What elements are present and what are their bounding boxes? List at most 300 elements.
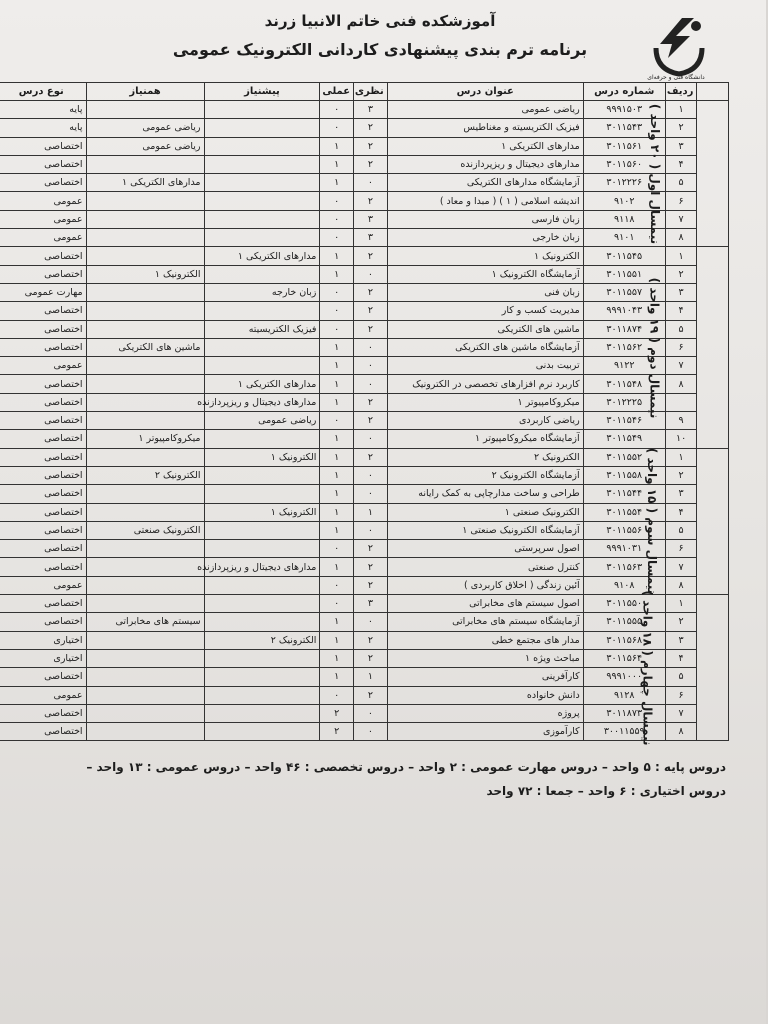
cell-title: الکترونیک ۲ [387, 448, 583, 466]
cell-code: ۳۰۱۱۵۶۳ [583, 558, 665, 576]
cell-type: اختصاصی [0, 521, 86, 539]
cell-th: ۰ [354, 521, 388, 539]
cell-co: الکترونیک ۲ [86, 466, 204, 484]
cell-th: ۰ [354, 466, 388, 484]
cell-title: زبان فنی [387, 283, 583, 301]
cell-pre [204, 613, 320, 631]
cell-title: آزمایشگاه الکترونیک ۱ [387, 265, 583, 283]
cell-code: ۳۰۱۱۵۵۶ [583, 521, 665, 539]
cell-pre [204, 302, 320, 320]
cell-pr: ۱ [320, 375, 354, 393]
program-title: برنامه ترم بندی پیشنهادی کاردانی الکترونیک عمومی [172, 40, 588, 59]
cell-pre [204, 521, 320, 539]
cell-title: ریاضی عمومی [387, 101, 583, 119]
cell-co: الکترونیک صنعتی [86, 521, 204, 539]
cell-type: عمومی [0, 192, 86, 210]
semester-label-cell [647, 101, 729, 247]
cell-title: اصول سیستم های مخابراتی [387, 595, 583, 613]
table-row [0, 338, 729, 356]
cell-code: ۳۰۱۱۵۶۱ [583, 137, 665, 155]
cell-type: اختصاصی [0, 155, 86, 173]
cell-pr: ۲ [320, 704, 354, 722]
semester-label: نیمسال اول ( ۲۰ واحد ) [647, 103, 662, 244]
cell-th: ۲ [354, 119, 388, 137]
cell-title: آزمایشگاه مدارهای الکتریکی [387, 174, 583, 192]
cell-code: ۹۱۱۸ [583, 210, 665, 228]
cell-title: پروژه [387, 704, 583, 722]
table-row [0, 558, 729, 576]
cell-co [86, 283, 204, 301]
cell-co [86, 631, 204, 649]
cell-pr: ۱ [320, 174, 354, 192]
cell-type: اختصاصی [0, 540, 86, 558]
cell-th: ۰ [354, 613, 388, 631]
cell-co [86, 485, 204, 503]
cell-type: عمومی [0, 576, 86, 594]
cell-co [86, 357, 204, 375]
table-row [0, 320, 729, 338]
cell-th: ۲ [354, 686, 388, 704]
table-row [0, 101, 729, 119]
cell-pre: فیزیک الکتریسیته [204, 320, 320, 338]
cell-pre [204, 704, 320, 722]
table-row [0, 283, 729, 301]
cell-pr: ۱ [320, 466, 354, 484]
cell-n: ۶ [665, 338, 697, 356]
cell-co [86, 448, 204, 466]
cell-th: ۲ [354, 302, 388, 320]
cell-pr: ۱ [320, 521, 354, 539]
table-row [0, 521, 729, 539]
cell-type: اختیاری [0, 631, 86, 649]
cell-pre: الکترونیک ۲ [204, 631, 320, 649]
cell-pre [204, 210, 320, 228]
cell-th: ۳ [354, 229, 388, 247]
cell-pre [204, 668, 320, 686]
cell-co [86, 412, 204, 430]
cell-th: ۳ [354, 101, 388, 119]
cell-pre [204, 595, 320, 613]
cell-type: اختصاصی [0, 174, 86, 192]
cell-title: اصول سرپرستی [387, 540, 583, 558]
cell-th: ۲ [354, 558, 388, 576]
cell-type: اختصاصی [0, 430, 86, 448]
footer-summary-line1: دروس پایه : ۵ واحد – دروس مهارت عمومی : ۲ واحد – دروس تخصصی : ۴۶ واحد – دروس عمومی : ۱۳ واحد – [86, 760, 726, 774]
cell-title: تربیت بدنی [387, 357, 583, 375]
cell-n: ۳ [665, 631, 697, 649]
cell-pre [204, 119, 320, 137]
cell-pr: ۱ [320, 338, 354, 356]
cell-code: ۹۹۹۱۰۰۰ [583, 668, 665, 686]
cell-title: مدارهای الکتریکی ۱ [387, 137, 583, 155]
table-row [0, 503, 729, 521]
cell-th: ۲ [354, 320, 388, 338]
cell-title: کارآفرینی [387, 668, 583, 686]
cell-code: ۳۰۱۲۲۲۵ [583, 393, 665, 411]
cell-type: اختصاصی [0, 613, 86, 631]
cell-type: مهارت عمومی [0, 283, 86, 301]
cell-code: ۳۰۱۱۵۵۷ [583, 283, 665, 301]
cell-title: آزمایشگاه میکروکامپیوتر ۱ [387, 430, 583, 448]
cell-pr: ۰ [320, 576, 354, 594]
cell-code: ۳۰۱۱۵۴۴ [583, 485, 665, 503]
cell-n: ۵ [665, 174, 697, 192]
cell-pre [204, 101, 320, 119]
cell-pr: ۰ [320, 540, 354, 558]
cell-pre [204, 357, 320, 375]
cell-title: زبان فارسی [387, 210, 583, 228]
cell-title: فیزیک الکتریسیته و مغناطیس [387, 119, 583, 137]
cell-pre [204, 485, 320, 503]
cell-n: ۸ [665, 576, 697, 594]
table-row [0, 174, 729, 192]
cell-title: مدیریت کسب و کار [387, 302, 583, 320]
cell-pre [204, 265, 320, 283]
cell-code: ۹۹۹۱۰۳۱ [583, 540, 665, 558]
cell-code: ۹۱۲۸ [583, 686, 665, 704]
table-row [0, 430, 729, 448]
cell-th: ۰ [354, 430, 388, 448]
cell-title: کاربرد نرم افزارهای تخصصی در الکترونیک [387, 375, 583, 393]
cell-pre [204, 649, 320, 667]
cell-n: ۱۰ [665, 430, 697, 448]
cell-pre [204, 155, 320, 173]
cell-co: سیستم های مخابراتی [86, 613, 204, 631]
cell-n: ۸ [665, 229, 697, 247]
cell-th: ۰ [354, 723, 388, 741]
cell-n: ۶ [665, 686, 697, 704]
cell-type: اختصاصی [0, 247, 86, 265]
cell-pr: ۱ [320, 631, 354, 649]
cell-n: ۱ [665, 247, 697, 265]
cell-pre: مدارهای دیجیتال و ریزپردازنده [204, 558, 320, 576]
cell-co [86, 210, 204, 228]
cell-code: ۳۰۱۱۵۴۳ [583, 119, 665, 137]
cell-th: ۲ [354, 283, 388, 301]
cell-th: ۲ [354, 576, 388, 594]
table-row [0, 265, 729, 283]
cell-pr: ۱ [320, 448, 354, 466]
cell-title: کارآموزی [387, 723, 583, 741]
cell-n: ۴ [665, 155, 697, 173]
cell-pr: ۰ [320, 595, 354, 613]
cell-pre: مدارهای دیجیتال و ریزپردازنده [204, 393, 320, 411]
table-row [0, 192, 729, 210]
semester-label: نیمسال چهارم ( ۱۸ واحد ) [640, 590, 655, 746]
cell-type: عمومی [0, 229, 86, 247]
table-row [0, 686, 729, 704]
cell-title: آزمایشگاه ماشین های الکتریکی [387, 338, 583, 356]
cell-pre [204, 466, 320, 484]
cell-n: ۴ [665, 503, 697, 521]
cell-code: ۳۰۱۲۲۲۶ [583, 174, 665, 192]
cell-type: اختصاصی [0, 265, 86, 283]
cell-co [86, 302, 204, 320]
cell-pre [204, 174, 320, 192]
cell-type: اختصاصی [0, 503, 86, 521]
cell-pr: ۰ [320, 302, 354, 320]
cell-th: ۲ [354, 448, 388, 466]
cell-title: ماشین های الکتریکی [387, 320, 583, 338]
semester-label: نیمسال سوم ( ۱۵ واحد ) [644, 448, 659, 595]
cell-n [665, 393, 697, 411]
cell-pr: ۰ [320, 686, 354, 704]
cell-n: ۲ [665, 265, 697, 283]
cell-pre [204, 229, 320, 247]
column-header: ردیف [665, 83, 697, 101]
table-row [0, 448, 729, 466]
cell-th: ۲ [354, 412, 388, 430]
cell-pre: زبان خارجه [204, 283, 320, 301]
cell-title: آزمایشگاه الکترونیک صنعتی ۱ [387, 521, 583, 539]
cell-code: ۳۰۱۱۵۵۵ [583, 613, 665, 631]
cell-code: ۳۰۱۱۵۵۲ [583, 448, 665, 466]
cell-pre: ریاضی عمومی [204, 412, 320, 430]
cell-code: ۳۰۱۱۵۴۵ [583, 247, 665, 265]
table-row [0, 649, 729, 667]
cell-th: ۰ [354, 265, 388, 283]
cell-n: ۶ [665, 192, 697, 210]
cell-pr: ۱ [320, 155, 354, 173]
table-row [0, 595, 729, 613]
cell-co: الکترونیک ۱ [86, 265, 204, 283]
cell-code: ۳۰۱۱۵۵۸ [583, 466, 665, 484]
table-row [0, 247, 729, 265]
cell-title: ریاضی کاربردی [387, 412, 583, 430]
cell-title: آزمایشگاه سیستم های مخابراتی [387, 613, 583, 631]
footer-summary-line2: دروس اختیاری : ۶ واحد – جمعا : ۷۲ واحد [486, 784, 726, 798]
cell-n: ۲ [665, 466, 697, 484]
cell-th: ۰ [354, 485, 388, 503]
cell-code: ۳۰۱۱۵۶۰ [583, 155, 665, 173]
cell-co [86, 375, 204, 393]
table-row [0, 466, 729, 484]
cell-code: ۳۰۱۱۸۷۴ [583, 320, 665, 338]
cell-co [86, 101, 204, 119]
cell-pr: ۰ [320, 101, 354, 119]
cell-pr: ۱ [320, 558, 354, 576]
cell-th: ۰ [354, 704, 388, 722]
cell-title: آئین زندگی ( اخلاق کاربردی ) [387, 576, 583, 594]
cell-th: ۲ [354, 540, 388, 558]
cell-th: ۲ [354, 192, 388, 210]
table-row [0, 412, 729, 430]
cell-title: الکترونیک صنعتی ۱ [387, 503, 583, 521]
cell-th: ۳ [354, 210, 388, 228]
semester-label-cell [640, 590, 729, 746]
cell-title: زبان خارجی [387, 229, 583, 247]
cell-n: ۵ [665, 521, 697, 539]
column-header: نظری [354, 83, 388, 101]
cell-pr: ۰ [320, 229, 354, 247]
cell-pre [204, 137, 320, 155]
cell-title: دانش خانواده [387, 686, 583, 704]
cell-n: ۲ [665, 119, 697, 137]
cell-pr: ۱ [320, 649, 354, 667]
cell-co: ماشین های الکتریکی [86, 338, 204, 356]
semester-column-header [697, 83, 729, 101]
table-row [0, 375, 729, 393]
cell-pr: ۱ [320, 613, 354, 631]
cell-type: اختصاصی [0, 704, 86, 722]
cell-th: ۲ [354, 631, 388, 649]
cell-type: پایه [0, 101, 86, 119]
cell-co [86, 558, 204, 576]
table-row [0, 576, 729, 594]
column-header: عملی [320, 83, 354, 101]
column-header: پیشنیاز [204, 83, 320, 101]
cell-pr: ۰ [320, 283, 354, 301]
cell-n: ۸ [665, 375, 697, 393]
table-row [0, 155, 729, 173]
cell-title: اندیشه اسلامی ( ۱ ) ( مبدا و معاد ) [387, 192, 583, 210]
cell-co [86, 649, 204, 667]
cell-code: ۳۰۱۱۵۶۴ [583, 649, 665, 667]
cell-pre [204, 723, 320, 741]
cell-pre [204, 192, 320, 210]
logo-caption: دانشگاه فنی و حرفه‌ای [647, 74, 705, 81]
table-row [0, 119, 729, 137]
cell-th: ۰ [354, 357, 388, 375]
cell-title: میکروکامپیوتر ۱ [387, 393, 583, 411]
cell-th: ۲ [354, 247, 388, 265]
cell-type: اختصاصی [0, 723, 86, 741]
cell-n: ۳ [665, 137, 697, 155]
cell-code: ۳۰۱۱۵۵۱ [583, 265, 665, 283]
cell-pre [204, 686, 320, 704]
cell-n: ۱ [665, 448, 697, 466]
cell-co [86, 229, 204, 247]
cell-pre: مدارهای الکتریکی ۱ [204, 375, 320, 393]
cell-co [86, 576, 204, 594]
cell-pre: الکترونیک ۱ [204, 448, 320, 466]
cell-n: ۲ [665, 613, 697, 631]
cell-th: ۱ [354, 668, 388, 686]
cell-code: ۳۰۱۱۵۶۸ [583, 631, 665, 649]
cell-n: ۶ [665, 540, 697, 558]
cell-code: ۳۰۱۱۵۵۴ [583, 503, 665, 521]
cell-pr: ۱ [320, 393, 354, 411]
cell-type: اختصاصی [0, 412, 86, 430]
table-row [0, 357, 729, 375]
cell-co [86, 155, 204, 173]
cell-pr: ۰ [320, 210, 354, 228]
cell-th: ۲ [354, 649, 388, 667]
cell-th: ۲ [354, 393, 388, 411]
cell-pr: ۰ [320, 119, 354, 137]
cell-title: مدارهای دیجیتال و ریزپردازنده [387, 155, 583, 173]
cell-code: ۹۹۹۱۰۴۳ [583, 302, 665, 320]
cell-code: ۹۱۰۸ [583, 576, 665, 594]
cell-type: اختصاصی [0, 595, 86, 613]
cell-co [86, 723, 204, 741]
cell-type: اختصاصی [0, 302, 86, 320]
cell-n: ۴ [665, 649, 697, 667]
cell-n: ۳ [665, 283, 697, 301]
cell-th: ۳ [354, 595, 388, 613]
table-row [0, 137, 729, 155]
table-row [0, 723, 729, 741]
cell-pr: ۱ [320, 357, 354, 375]
cell-co [86, 540, 204, 558]
cell-pr: ۱ [320, 265, 354, 283]
table-row [0, 229, 729, 247]
cell-co: ریاضی عمومی [86, 137, 204, 155]
cell-pr: ۱ [320, 668, 354, 686]
cell-n: ۱ [665, 101, 697, 119]
table-header-row [0, 83, 729, 101]
cell-pr: ۰ [320, 320, 354, 338]
cell-co [86, 320, 204, 338]
table-row [0, 393, 729, 411]
cell-th: ۰ [354, 338, 388, 356]
column-header: همنیاز [86, 83, 204, 101]
cell-co [86, 595, 204, 613]
cell-code: ۹۱۰۱ [583, 229, 665, 247]
cell-th: ۰ [354, 174, 388, 192]
cell-code: ۳۰۱۱۸۷۳ [583, 704, 665, 722]
table-row [0, 704, 729, 722]
cell-type: اختصاصی [0, 338, 86, 356]
cell-code: ۳۰۱۱۵۴۹ [583, 430, 665, 448]
cell-title: طراحی و ساخت مدارچاپی به کمک رایانه [387, 485, 583, 503]
cell-th: ۱ [354, 503, 388, 521]
cell-pr: ۱ [320, 247, 354, 265]
cell-co [86, 686, 204, 704]
cell-co [86, 192, 204, 210]
cell-co: مدارهای الکتریکی ۱ [86, 174, 204, 192]
cell-n: ۸ [665, 723, 697, 741]
cell-n: ۴ [665, 302, 697, 320]
school-title: آموزشکده فنی خاتم الانبیا زرند [264, 12, 496, 30]
cell-title: آزمایشگاه الکترونیک ۲ [387, 466, 583, 484]
cell-n: ۵ [665, 320, 697, 338]
cell-code: ۳۰۱۱۵۴۶ [583, 412, 665, 430]
cell-type: اختصاصی [0, 375, 86, 393]
cell-type: عمومی [0, 357, 86, 375]
cell-n: ۷ [665, 357, 697, 375]
cell-pre [204, 338, 320, 356]
cell-n: ۷ [665, 210, 697, 228]
cell-pr: ۰ [320, 412, 354, 430]
semester-label: نیمسال دوم ( ۱۹ واحد ) [647, 277, 662, 418]
table-row [0, 540, 729, 558]
cell-co [86, 393, 204, 411]
cell-pre [204, 430, 320, 448]
table-row [0, 668, 729, 686]
cell-code: ۳۰۱۱۵۴۸ [583, 375, 665, 393]
cell-co [86, 704, 204, 722]
column-header: شماره درس [583, 83, 665, 101]
cell-n: ۱ [665, 595, 697, 613]
cell-pre: مدارهای الکتریکی ۱ [204, 247, 320, 265]
cell-type: اختصاصی [0, 558, 86, 576]
cell-type: پایه [0, 119, 86, 137]
table-row [0, 631, 729, 649]
cell-type: اختیاری [0, 649, 86, 667]
cell-co [86, 668, 204, 686]
cell-th: ۰ [354, 375, 388, 393]
cell-pre [204, 576, 320, 594]
cell-pre: الکترونیک ۱ [204, 503, 320, 521]
cell-code: ۳۰۱۱۵۶۲ [583, 338, 665, 356]
cell-n: ۳ [665, 485, 697, 503]
cell-n: ۷ [665, 558, 697, 576]
cell-pr: ۲ [320, 723, 354, 741]
cell-n: ۵ [665, 668, 697, 686]
cell-type: اختصاصی [0, 448, 86, 466]
cell-code: ۹۱۲۲ [583, 357, 665, 375]
